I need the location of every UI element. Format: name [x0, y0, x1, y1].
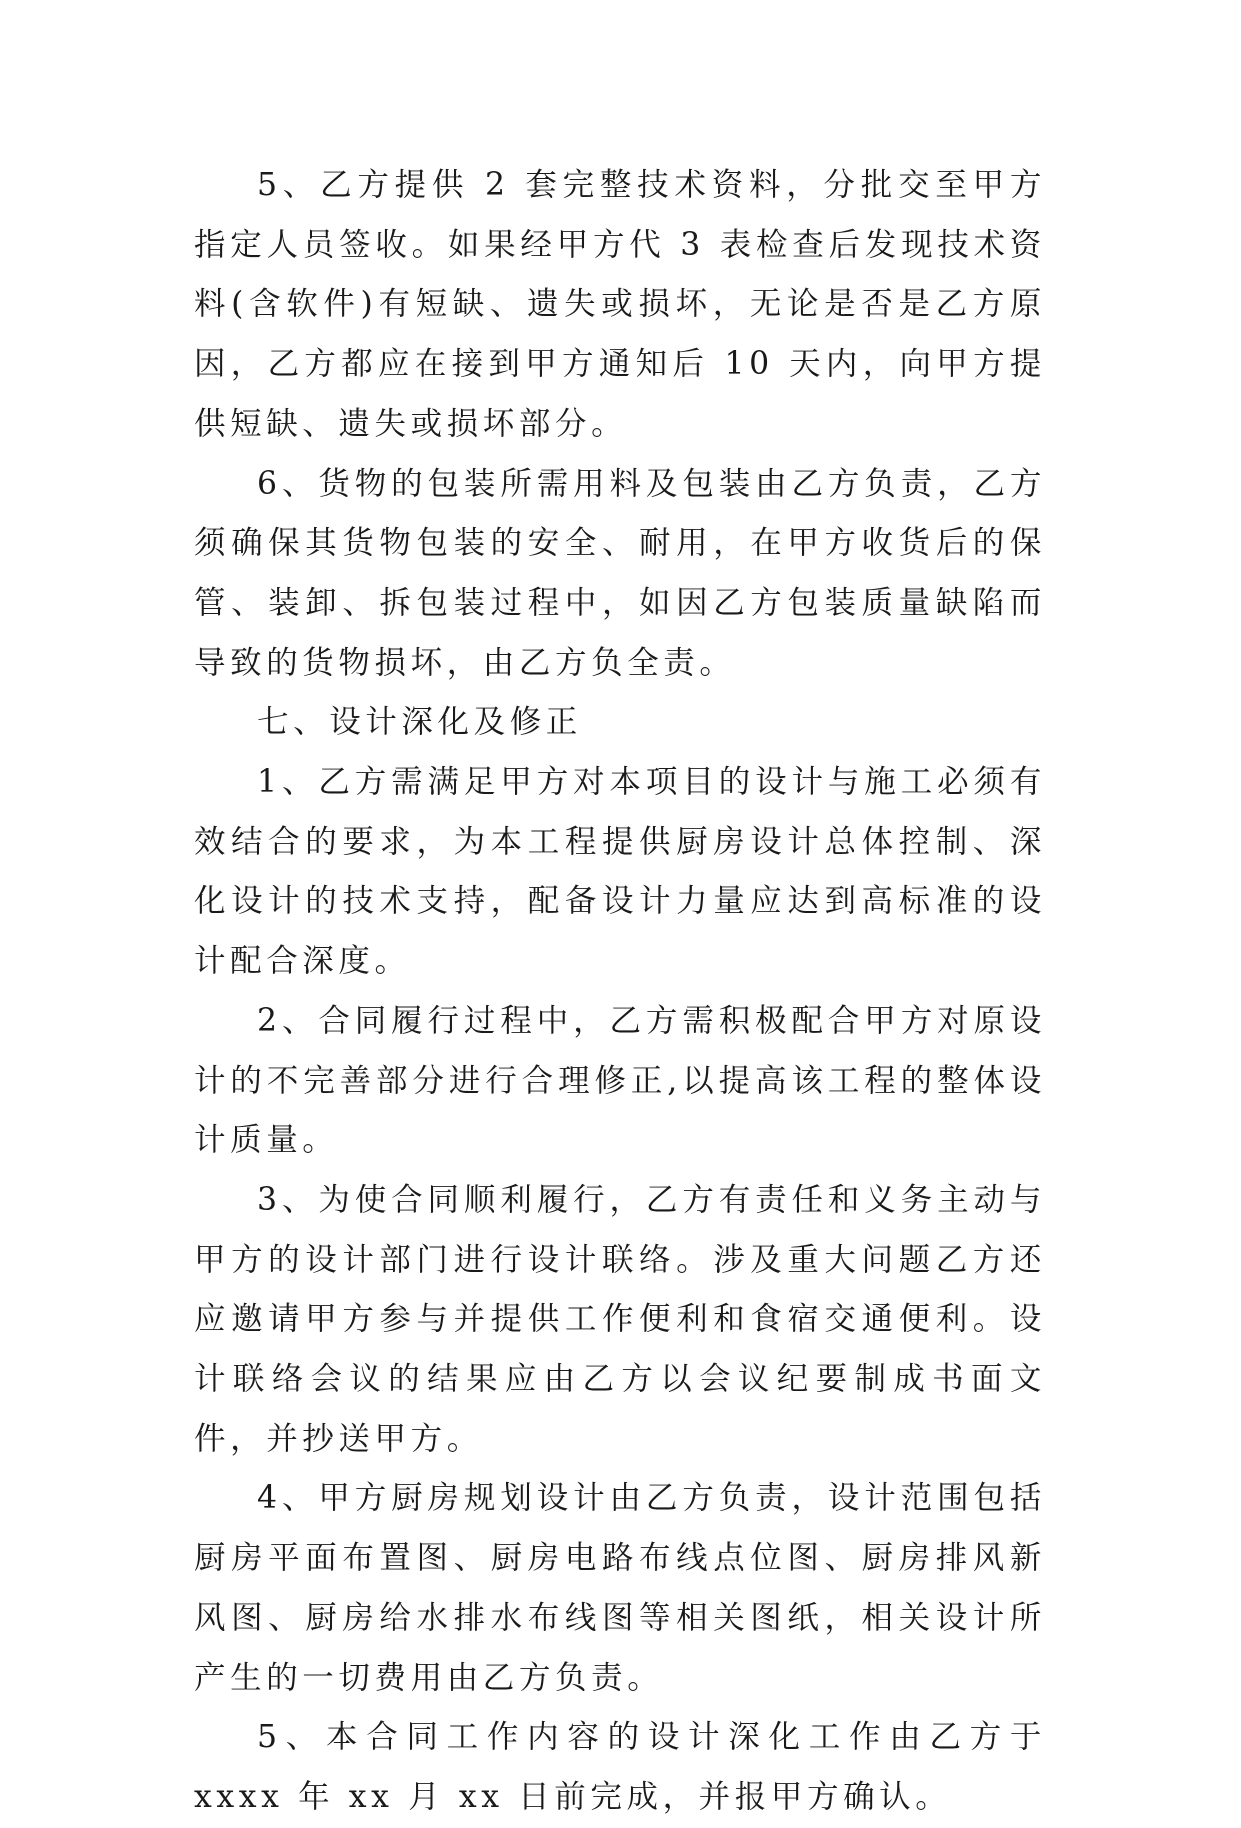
document-body: [194, 156, 1046, 1828]
clause-4-kitchen-planning: 4、甲方厨房规划设计由乙方负责，设计范围包括厨房平面布置图、厨房电路布线点位图、厨房排风新风图、厨房给水排水布线图等相关图纸，相关设计所产生的一切费用由乙方负责。: [194, 1480, 1046, 1696]
clause-5-technical-documents: 5、乙方提供 2 套完整技术资料，分批交至甲方指定人员签收。如果经甲方代 3 表检查后发现技术资料(含软件)有短缺、遗失或损坏，无论是否是乙方原因，乙方都应在接到甲方通知后 10 天内，向甲方提供短缺、遗失或损坏部分。: [194, 167, 1046, 442]
section-heading-design-refinement: 七、设计深化及修正: [257, 704, 582, 741]
clause-5-completion-date: 5、本合同工作内容的设计深化工作由乙方于 xxxx 年 xx 月 xx 日前完成，并报甲方确认。: [194, 1719, 1046, 1815]
clause-3-design-liaison: 3、为使合同顺利履行，乙方有责任和义务主动与甲方的设计部门进行设计联络。涉及重大问题乙方还应邀请甲方参与并提供工作便利和食宿交通便利。设计联络会议的结果应由乙方以会议纪要制成书面文件，并抄送甲方。: [194, 1181, 1046, 1457]
clause-2-design-correction: 2、合同履行过程中，乙方需积极配合甲方对原设计的不完善部分进行合理修正,以提高该工程的整体设计质量。: [194, 1002, 1046, 1159]
clause-1-design-support: 1、乙方需满足甲方对本项目的设计与施工必须有效结合的要求，为本工程提供厨房设计总体控制、深化设计的技术支持，配备设计力量应达到高标准的设计配合深度。: [194, 764, 1046, 980]
clause-6-packaging: 6、货物的包装所需用料及包装由乙方负责，乙方须确保其货物包装的安全、耐用，在甲方收货后的保管、装卸、拆包装过程中，如因乙方包装质量缺陷而导致的货物损坏，由乙方负全责。: [194, 465, 1046, 681]
